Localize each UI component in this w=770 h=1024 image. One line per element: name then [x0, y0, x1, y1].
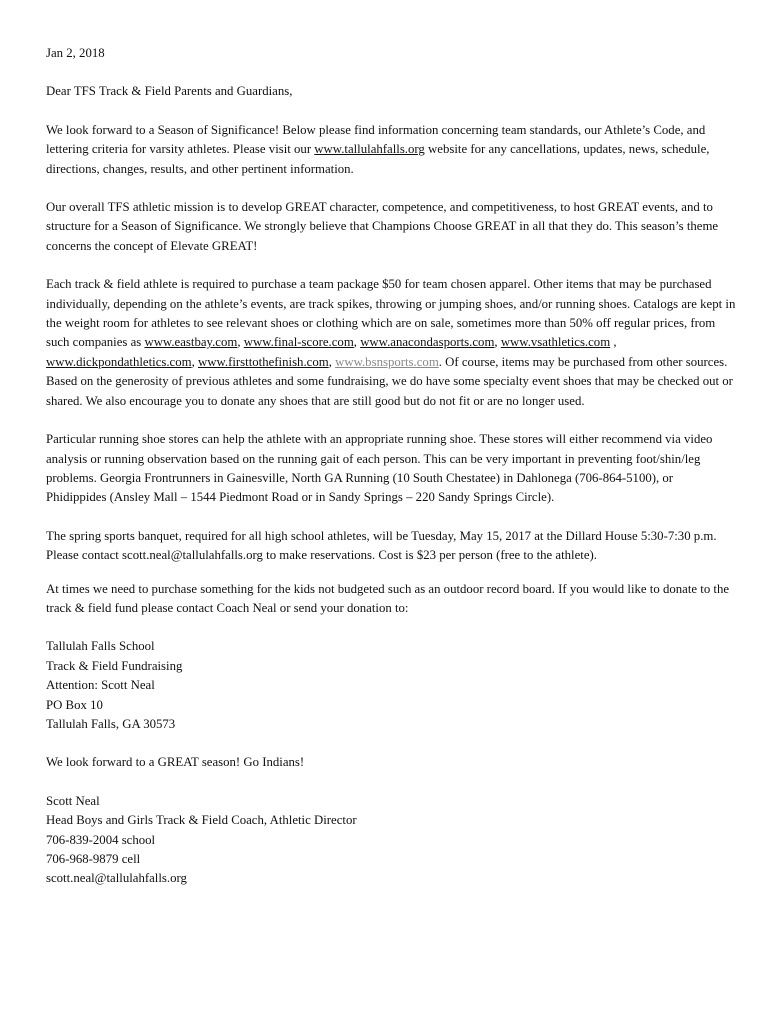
- separator: ,: [328, 354, 336, 369]
- final-score-link[interactable]: www.final-score.com: [243, 335, 354, 350]
- address-line: Attention: Scott Neal: [46, 678, 155, 693]
- paragraph-donation: At times we need to purchase something for the kids not budgeted such as an outdoor record board. If you would like to donate to the track & field fund please contact Coach Neal or send your donation to:: [46, 581, 730, 615]
- mailing-address: [46, 637, 736, 734]
- letter-page: [46, 44, 736, 889]
- firsttothefinish-link[interactable]: www.firsttothefinish.com: [198, 354, 329, 369]
- paragraph-shoe-stores: Particular running shoe stores can help the athlete with an appropriate running shoe. These stores will either recommend via video analysis or running observation based on the running gait of each person. This can be very important in preventing foot/shin/leg problems. Georgia Frontrunners in Gainesville, North GA Running (10 South Chestatee) in Dahlonega (706-864-5100), or Phidippides (Ansley Mall – 1544 Piedmont Road or in Sandy Springs – 220 Sandy Springs Circle).: [46, 432, 713, 505]
- address-line: PO Box 10: [46, 697, 103, 712]
- paragraph-intro-text-start: We look forward to a Season of Significance! Below please find information concerning team standards, our Athlete’s Code, and lettering criteria for varsity athletes. Please visit our: [46, 122, 706, 157]
- letter-date: Jan 2, 2018: [46, 46, 105, 60]
- paragraph-intro: [46, 121, 736, 179]
- dickpondathletics-link[interactable]: www.dickpondathletics.com: [46, 354, 192, 369]
- separator: ,: [494, 335, 501, 350]
- anacondasports-link[interactable]: www.anacondasports.com: [360, 335, 495, 350]
- eastbay-link[interactable]: www.eastbay.com: [144, 335, 238, 350]
- salutation: Dear TFS Track & Field Parents and Guardians,: [46, 84, 293, 99]
- signature-email: scott.neal@tallulahfalls.org: [46, 871, 187, 886]
- address-line: Track & Field Fundraising: [46, 658, 183, 673]
- paragraph-equipment: [46, 275, 736, 411]
- paragraph-banquet: The spring sports banquet, required for all high school athletes, will be Tuesday, May 15, 2017 at the Dillard House 5:30-7:30 p.m. Please contact scott.neal@tallulahfalls.org to make reservations. Cost is $23 per person (free to the athlete).: [46, 528, 717, 563]
- signature-name: Scott Neal: [46, 793, 100, 808]
- separator: ,: [353, 335, 361, 350]
- separator: ,: [191, 354, 198, 369]
- paragraph-equipment-text-start: Each track & field athlete is required to purchase a team package $50 for team chosen apparel. Other items that may be purchased individually, depending on the athlete’s events, are track spikes, throwing or jumping shoes, and/or running shoes. Catalogs are kept in the weight room for athletes to see relevant shoes or clothing which are on sale, sometimes more than 50% off regular prices, from such companies as: [46, 277, 736, 350]
- vsathletics-link[interactable]: www.vsathletics.com: [500, 335, 611, 350]
- separator: ,: [610, 335, 617, 350]
- closing-line: We look forward to a GREAT season! Go Indians!: [46, 755, 305, 770]
- paragraph-equipment-text-end: . Of course, items may be purchased from other sources. Based on the generosity of previous athletes and some fundraising, we do have some specialty event shoes that may be checked out or shared. We also encourage you to donate any shoes that are still good but do not fit or are no longer used.: [46, 354, 733, 408]
- separator: ,: [237, 335, 244, 350]
- paragraph-mission: Our overall TFS athletic mission is to develop GREAT character, competence, and competitiveness, to host GREAT events, and to structure for a Season of Significance. We strongly believe that Champions Choose GREAT in all that they do. This season’s theme concerns the concept of Elevate GREAT!: [46, 200, 719, 253]
- paragraph-intro-text-end: website for any cancellations, updates, news, schedule, directions, changes, results, and other pertinent information.: [46, 142, 710, 176]
- tallulahfalls-website-link[interactable]: www.tallulahfalls.org: [314, 142, 425, 157]
- address-line: Tallulah Falls, GA 30573: [46, 716, 176, 731]
- address-line: Tallulah Falls School: [46, 639, 155, 654]
- signature-phone-cell: 706-968-9879 cell: [46, 852, 141, 866]
- signature-title: Head Boys and Girls Track & Field Coach, Athletic Director: [46, 813, 357, 828]
- signature-phone-school: 706-839-2004 school: [46, 832, 156, 847]
- bsnsports-link[interactable]: www.bsnsports.com: [335, 354, 439, 369]
- signature-block: [46, 792, 736, 889]
